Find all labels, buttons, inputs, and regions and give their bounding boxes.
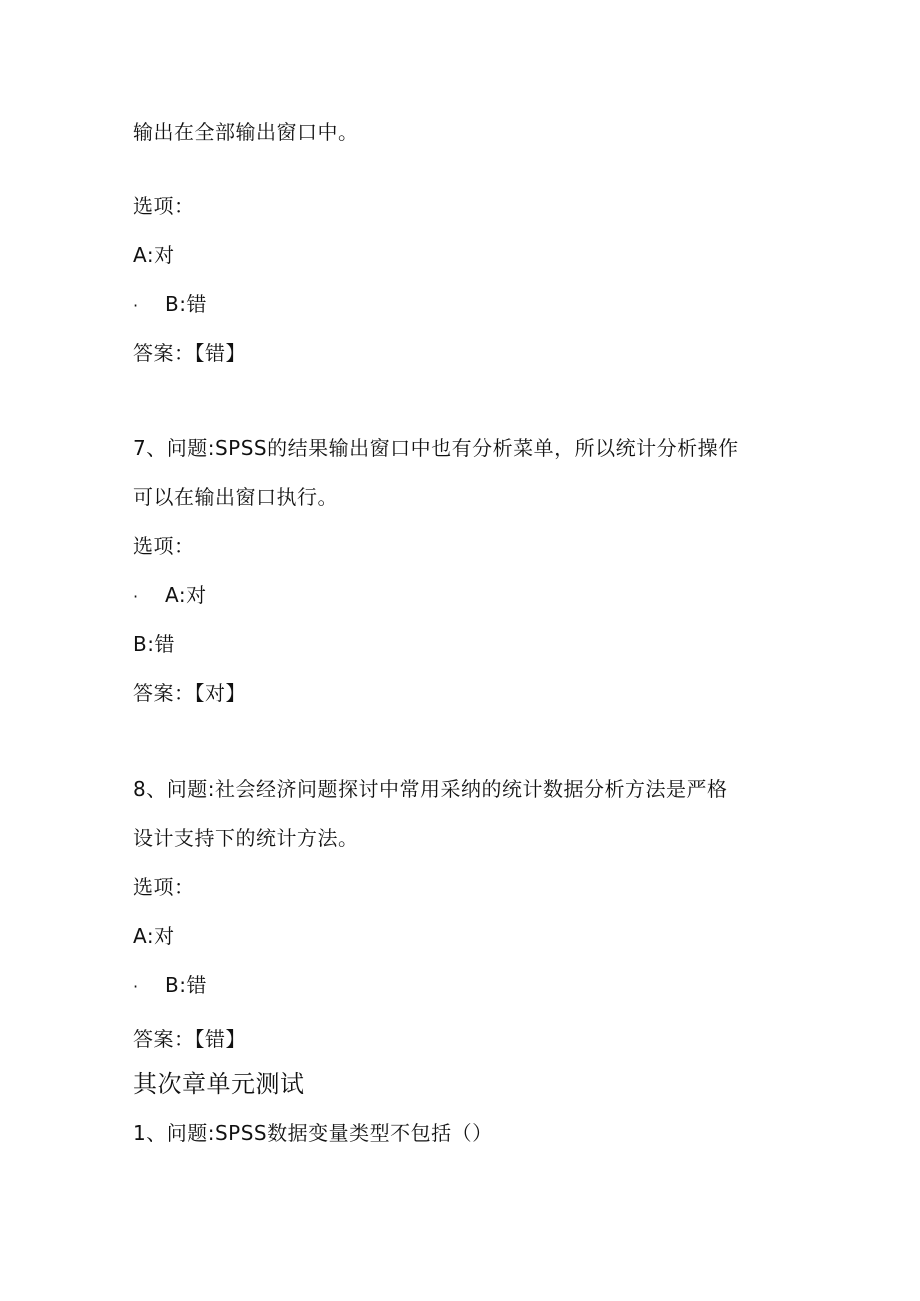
option-a: A:对: [133, 243, 175, 267]
options-label: 选项：: [133, 875, 195, 899]
option-a-label: A:对: [165, 583, 207, 607]
option-b-label: B:错: [165, 973, 207, 997]
option-b-label: B:错: [165, 292, 207, 316]
answer: 答案：【错】: [133, 341, 246, 365]
question-text-continued: 输出在全部输出窗口中。: [133, 120, 359, 144]
option-b-selected: [133, 972, 207, 1000]
answer: 答案：【对】: [133, 681, 246, 705]
bullet-icon: ·: [133, 977, 139, 996]
question-1-line-1: 1、问题:SPSS数据变量类型不包括（）: [133, 1121, 493, 1145]
question-8-line-1: 8、问题:社会经济问题探讨中常用采纳的统计数据分析方法是严格: [133, 777, 728, 801]
question-7-line-1: 7、问题:SPSS的结果输出窗口中也有分析菜单，所以统计分析操作: [133, 436, 739, 460]
option-a-selected: [133, 582, 207, 610]
answer: 答案：【错】: [133, 1027, 246, 1051]
options-label: 选项：: [133, 534, 195, 558]
option-a: A:对: [133, 924, 175, 948]
options-label: 选项：: [133, 194, 195, 218]
bullet-icon: ·: [133, 296, 139, 315]
option-b-selected: [133, 291, 207, 319]
section-title: 其次章单元测试: [133, 1070, 305, 1098]
question-7-line-2: 可以在输出窗口执行。: [133, 485, 338, 509]
question-8-line-2: 设计支持下的统计方法。: [133, 826, 359, 850]
option-b: B:错: [133, 632, 175, 656]
bullet-icon: ·: [133, 587, 139, 606]
